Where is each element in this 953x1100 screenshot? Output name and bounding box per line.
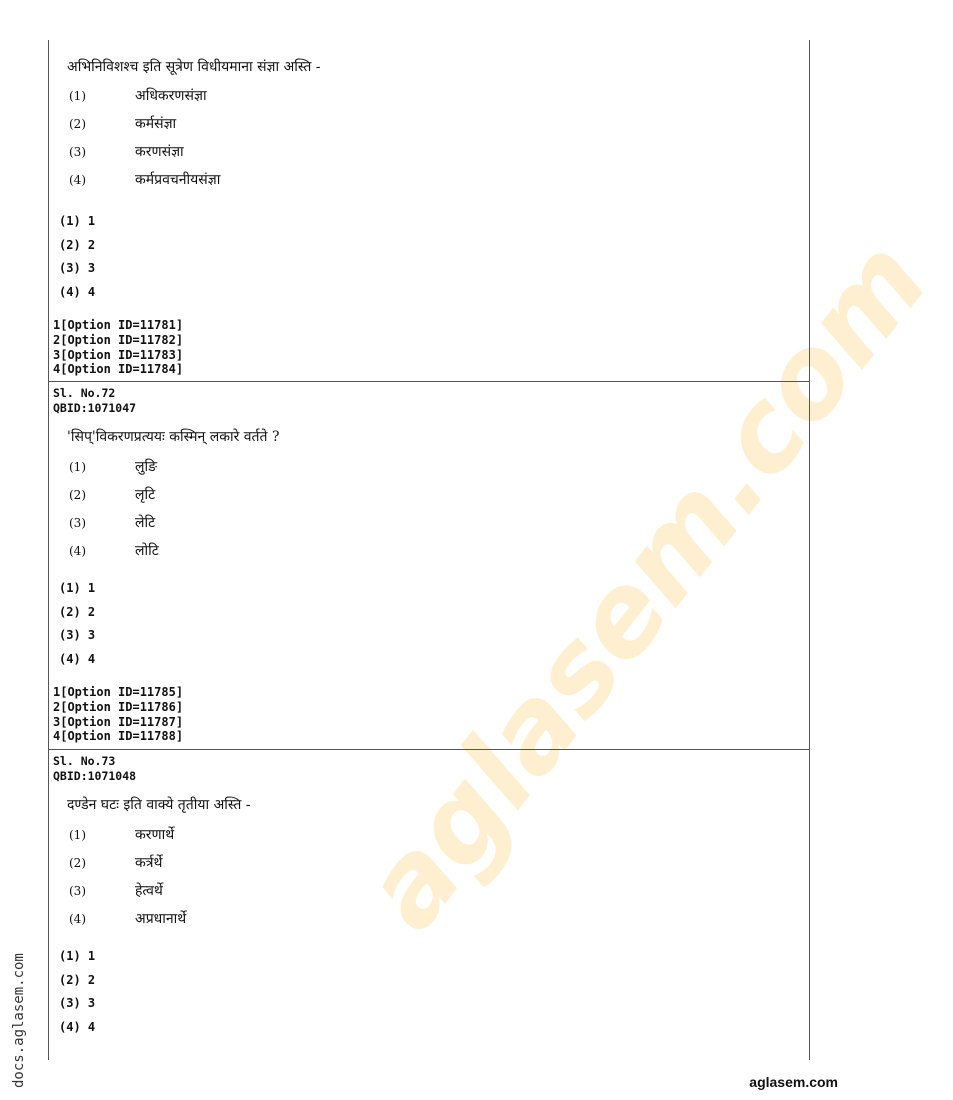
option-number: (2) — [69, 117, 86, 131]
question-73 — [49, 754, 809, 1039]
options-list — [49, 821, 809, 933]
option-1 — [49, 453, 809, 481]
option-id: 3[Option ID=11787] — [53, 714, 184, 729]
answer-choice: (1) 1 — [59, 949, 96, 963]
answer-choice: (1) 1 — [59, 214, 96, 228]
option-id-list — [49, 685, 809, 744]
answer-choice: (3) 3 — [59, 628, 96, 642]
answer-choice: (4) 4 — [59, 651, 96, 666]
options-list — [49, 82, 809, 194]
answer-choices — [49, 210, 809, 304]
option-number: (3) — [69, 145, 86, 159]
option-4 — [49, 905, 809, 933]
option-text: कर्मप्रवचनीयसंज्ञा — [135, 172, 221, 188]
option-number: (4) — [69, 544, 86, 558]
question-paper-frame — [48, 40, 810, 1060]
footer-site-link[interactable]: aglasem.com — [749, 1074, 838, 1090]
option-id: 1[Option ID=11781] — [53, 318, 184, 332]
watermark: aglasem.com — [338, 217, 953, 953]
option-number: (1) — [69, 89, 86, 103]
option-number: (4) — [69, 912, 86, 926]
option-text: करणार्थे — [135, 827, 175, 843]
option-id: 3[Option ID=11783] — [53, 347, 184, 362]
option-text: लृटि — [135, 487, 156, 503]
option-number: (1) — [69, 828, 86, 842]
option-2 — [49, 110, 809, 138]
answer-choices — [49, 945, 809, 1039]
answer-choice: (4) 4 — [59, 284, 96, 299]
answer-choice: (2) 2 — [59, 237, 96, 252]
question-text: अभिनिविशश्च इति सूत्रेण विधीयमाना संज्ञा अस्ति - — [67, 59, 321, 75]
option-number: (4) — [69, 173, 86, 187]
option-text: कर्त्रर्थे — [135, 855, 163, 871]
option-4 — [49, 166, 809, 194]
option-number: (2) — [69, 488, 86, 502]
option-text: करणसंज्ञा — [135, 144, 184, 160]
answer-choice: (4) 4 — [59, 1019, 96, 1034]
option-number: (2) — [69, 856, 86, 870]
option-text: हेत्वर्थे — [135, 883, 163, 899]
option-id: 2[Option ID=11786] — [53, 699, 184, 714]
option-id-list — [49, 318, 809, 377]
serial-number: Sl. No.73 — [53, 754, 116, 768]
answer-choice: (1) 1 — [59, 581, 96, 595]
question-text: 'सिप्'विकरणप्रत्ययः कस्मिन् लकारे वर्तते ? — [67, 429, 280, 445]
option-text: कर्मसंज्ञा — [135, 116, 177, 132]
answer-choices — [49, 577, 809, 671]
option-number: (3) — [69, 516, 86, 530]
question-divider — [49, 749, 809, 750]
option-number: (1) — [69, 460, 86, 474]
option-2 — [49, 849, 809, 877]
option-id: 4[Option ID=11784] — [53, 362, 184, 377]
question-divider — [49, 381, 809, 382]
side-watermark-text: docs.aglasem.com — [11, 953, 27, 1088]
option-text: अधिकरणसंज्ञा — [135, 88, 207, 104]
question-text: दण्डेन घटः इति वाक्ये तृतीया अस्ति - — [67, 797, 251, 813]
answer-choice: (2) 2 — [59, 604, 96, 619]
serial-number: Sl. No.72 — [53, 386, 116, 400]
answer-choice: (2) 2 — [59, 972, 96, 987]
option-id: 4[Option ID=11788] — [53, 729, 184, 744]
options-list — [49, 453, 809, 565]
option-1 — [49, 821, 809, 849]
answer-choice: (3) 3 — [59, 261, 96, 275]
option-id: 1[Option ID=11785] — [53, 685, 184, 699]
option-number: (3) — [69, 884, 86, 898]
option-text: लुङि — [135, 459, 158, 475]
qbid: QBID:1071047 — [53, 401, 137, 415]
option-3 — [49, 509, 809, 537]
option-id: 2[Option ID=11782] — [53, 332, 184, 347]
question-71 — [49, 54, 809, 377]
option-text: लोटि — [135, 543, 159, 559]
answer-choice: (3) 3 — [59, 996, 96, 1010]
question-72 — [49, 386, 809, 744]
option-1 — [49, 82, 809, 110]
option-4 — [49, 537, 809, 565]
option-3 — [49, 877, 809, 905]
qbid: QBID:1071048 — [53, 769, 137, 783]
option-3 — [49, 138, 809, 166]
option-text: अप्रधानार्थे — [135, 911, 187, 927]
option-text: लेटि — [135, 515, 156, 531]
option-2 — [49, 481, 809, 509]
